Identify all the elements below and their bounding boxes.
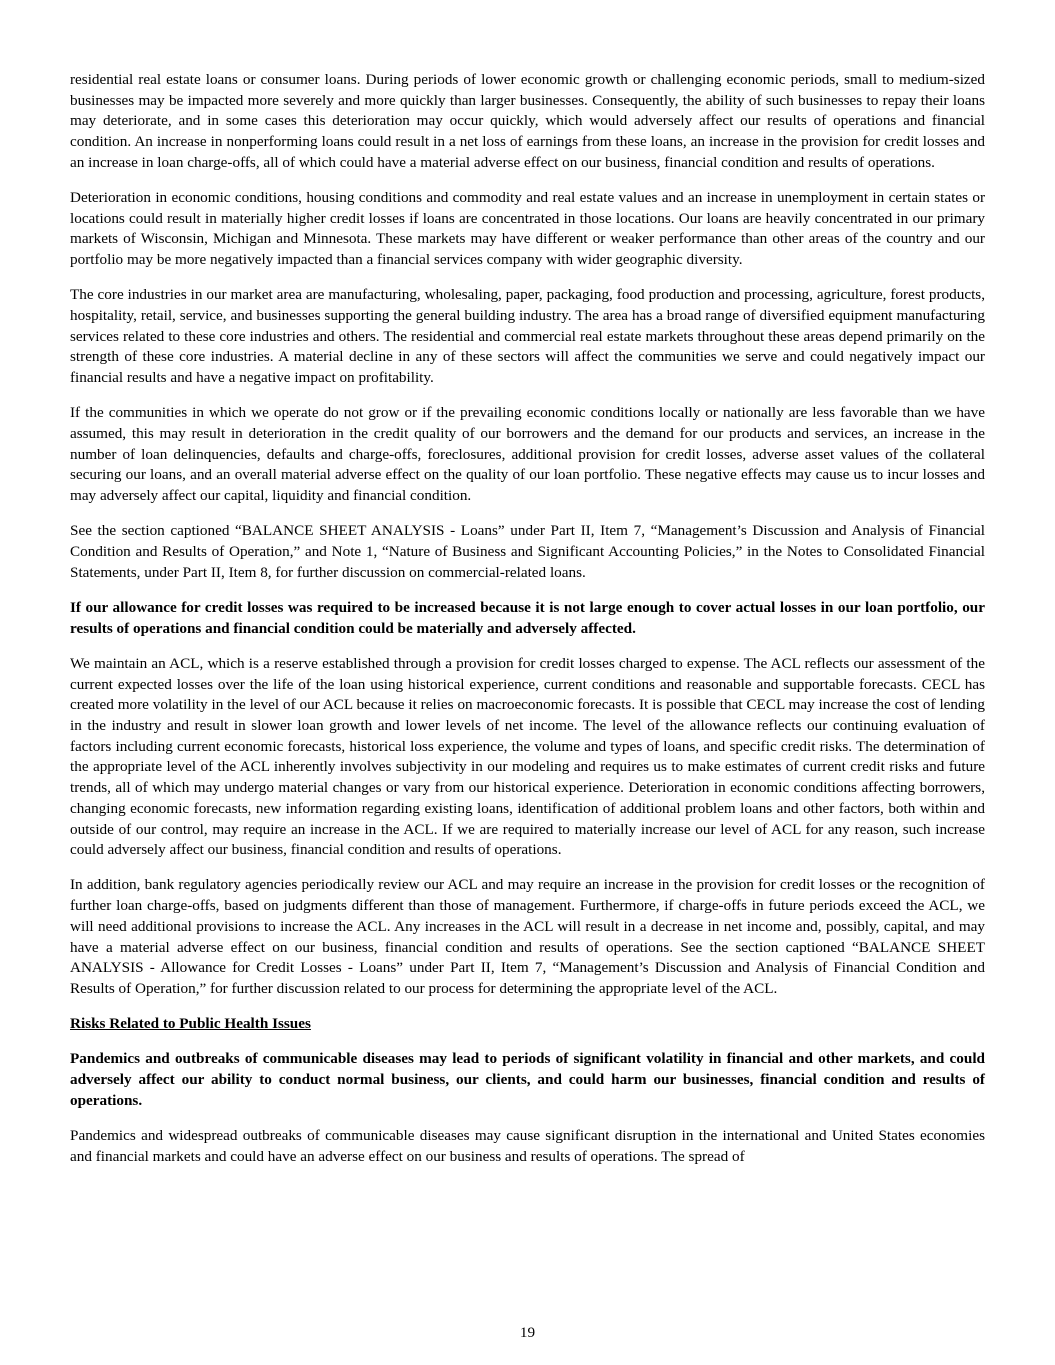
paragraph-regulatory-review: In addition, bank regulatory agencies periodically review our ACL and may require an increase in the provision for credit losses or the recognition of further loan charge-offs, based on judgments different than those of management. Furthermore, if charge-offs in future periods exceed the ACL, we will need additional provisions to increase the ACL. Any increases in the ACL will result in a decrease in net income and, possibly, capital, and may have a material adverse effect on our business, financial condition and results of operations. See the section captioned “BALANCE SHEET ANALYSIS - Allowance for Credit Losses - Loans” under Part II, Item 7, “Management’s Discussion and Analysis of Financial Condition and Results of Operation,” for further discussion related to our process for determining the appropriate level of the ACL. xyxy=(70,876,985,997)
risk-heading-pandemics: Pandemics and outbreaks of communicable diseases may lead to periods of significant volatility in financial and other markets, and could adversely affect our ability to conduct normal business, our clients, and could harm our businesses, financial condition and results of operations. xyxy=(70,1050,985,1109)
paragraph-small-business-loans: residential real estate loans or consumer loans. During periods of lower economic growth or challenging economic periods, small to medium-sized businesses may be impacted more severely and more quickly than larger businesses. Consequently, the ability of such businesses to repay their loans may deteriorate, and in some cases this deterioration may occur quickly, which would adversely affect our results of operations and financial condition. An increase in nonperforming loans could result in a net loss of earnings from these loans, an increase in the provision for credit losses and an increase in loan charge-offs, all of which could have a material adverse effect on our business, financial condition and results of operations. xyxy=(70,71,985,171)
paragraph-core-industries: The core industries in our market area are manufacturing, wholesaling, paper, packaging, food production and processing, agriculture, forest products, hospitality, retail, service, and businesses supporting the general building industry. The area has a broad range of diversified equipment manufacturing services related to these core industries and others. The residential and commercial real estate markets throughout these areas depend primarily on the strength of these core industries. A material decline in any of these sectors will affect the communities we serve and could negatively impact our financial results and have a negative impact on profitability. xyxy=(70,286,985,387)
paragraph-see-balance-sheet-loans: See the section captioned “BALANCE SHEET ANALYSIS - Loans” under Part II, Item 7, “Management’s Discussion and Analysis of Financial Condition and Results of Operation,” and Note 1, “Nature of Business and Significant Accounting Policies,” in the Notes to Consolidated Financial Statements, under Part II, Item 8, for further discussion on commercial-related loans. xyxy=(70,522,985,581)
paragraph-acl-maintenance: We maintain an ACL, which is a reserve established through a provision for credit losses charged to expense. The ACL reflects our assessment of the current expected losses over the life of the loan using historical experience, current conditions and reasonable and supportable forecasts. CECL has created more volatility in the level of our ACL because it relies on macroeconomic forecasts. It is possible that CECL may increase the cost of lending in the industry and result in slower loan growth and lower levels of net income. The level of the allowance reflects our continuing evaluation of factors including current economic forecasts, historical loss experience, the volume and types of loans, and specific credit risks. The determination of the appropriate level of the ACL inherently involves subjectivity in our modeling and requires us to make estimates of current credit risks and future trends, all of which may undergo material changes or vary from our historical experience. Deterioration in economic conditions affecting borrowers, changing economic forecasts, new information regarding existing loans, identification of additional problem loans and other factors, both within and outside of our control, may require an increase in the ACL. If we are required to materially increase our level of ACL for any reason, such increase could adversely affect our business, financial condition and results of operations. xyxy=(70,654,985,859)
document-page xyxy=(70,70,985,1182)
paragraph-geographic-concentration: Deterioration in economic conditions, housing conditions and commodity and real estate values and an increase in unemployment in certain states or locations could result in materially higher credit losses if loans are concentrated in those locations. Our loans are heavily concentrated in our primary markets of Wisconsin, Michigan and Minnesota. These markets may have different or weaker performance than other areas of the country and our portfolio may be more negatively impacted than a financial services company with wider geographic diversity. xyxy=(70,189,985,269)
paragraph-pandemics: Pandemics and widespread outbreaks of communicable diseases may cause significant disruption in the international and United States economies and financial markets and could have an adverse effect on our business and results of operations. The spread of xyxy=(70,1126,985,1165)
paragraph-community-growth: If the communities in which we operate do not grow or if the prevailing economic conditions locally or nationally are less favorable than we have assumed, this may result in deterioration in the credit quality of our borrowers and the demand for our products and services, an increase in the number of loan delinquencies, defaults and charge-offs, foreclosures, additional provision for credit losses, adverse asset values of the collateral securing our loans, and an overall material adverse effect on the quality of our loan portfolio. These negative effects may cause us to incur losses and may adversely affect our capital, liquidity and financial condition. xyxy=(70,404,985,505)
risk-heading-allowance-credit-losses: If our allowance for credit losses was required to be increased because it is not large enough to cover actual losses in our loan portfolio, our results of operations and financial condition could be materially and adversely affected. xyxy=(70,598,985,637)
section-heading-public-health: Risks Related to Public Health Issues xyxy=(70,1015,311,1033)
page-number: 19 xyxy=(519,1324,536,1341)
